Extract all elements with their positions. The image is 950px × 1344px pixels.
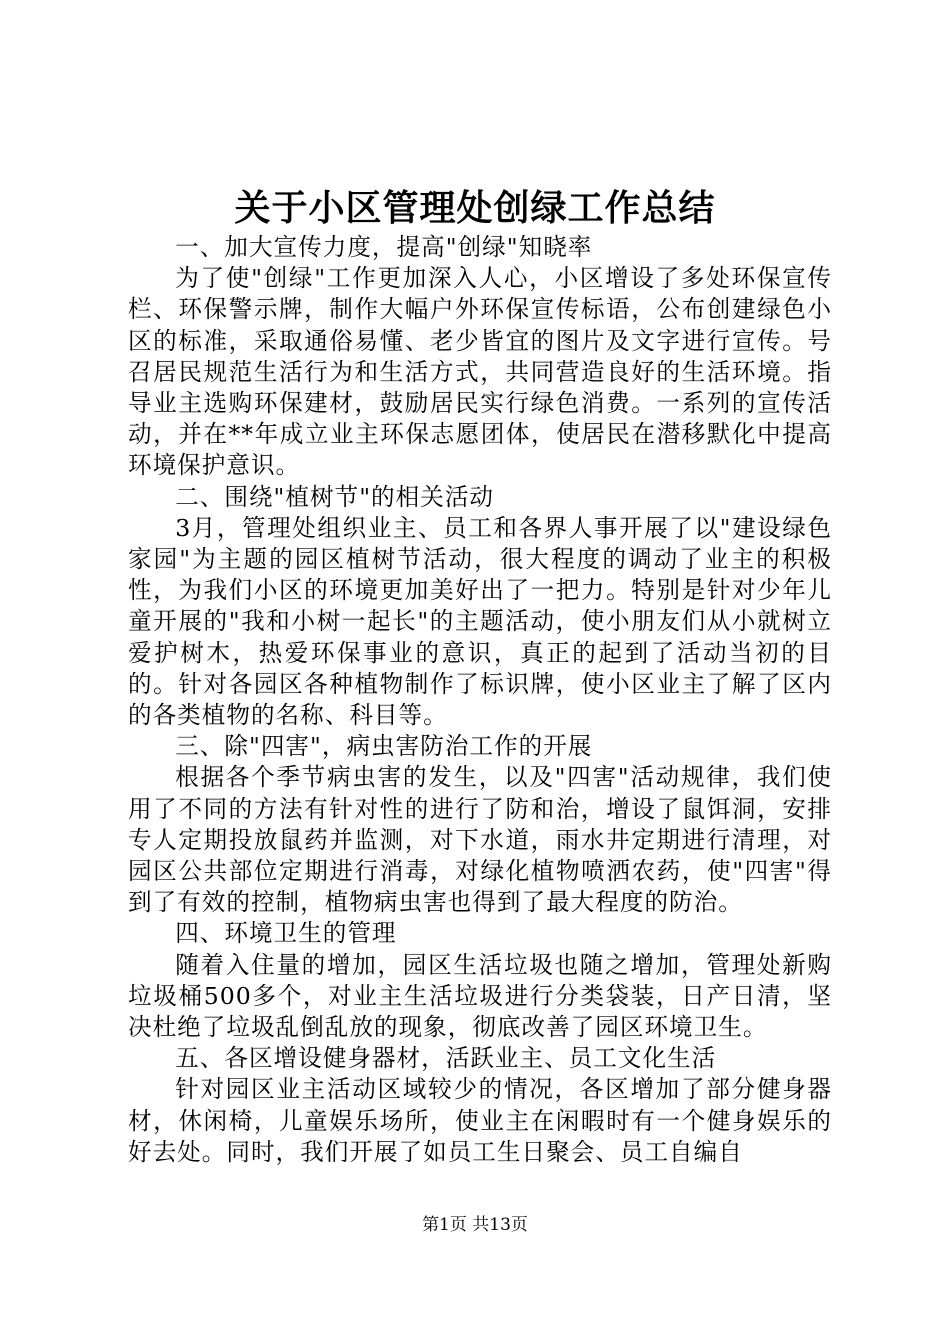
paragraph-5: 针对园区业主活动区域较少的情况，各区增加了部分健身器材，休闲椅，儿童娱乐场所，使业主在闲暇时有一个健身娱乐的好去处。同时，我们开展了如员工生日聚会、员工自编自 bbox=[128, 1075, 832, 1166]
section-heading-1: 一、加大宣传力度，提高"创绿"知晓率 bbox=[175, 233, 593, 261]
paragraph-3: 根据各个季节病虫害的发生，以及"四害"活动规律，我们使用了不同的方法有针对性的进行了防和治，增设了鼠饵洞，安排专人定期投放鼠药并监测，对下水道，雨水井定期进行清理，对园区公共部位定期进行消毒，对绿化植物喷洒农药，使"四害"得到了有效的控制，植物病虫害也得到了最大程度的防治。 bbox=[128, 763, 832, 917]
paragraph-1: 为了使"创绿"工作更加深入人心，小区增设了多处环保宣传栏、环保警示牌，制作大幅户外环保宣传标语，公布创建绿色小区的标准，采取通俗易懂、老少皆宜的图片及文字进行宣传。号召居民规范生活行为和生活方式，共同营造良好的生活环境。指导业主选购环保建材，鼓励居民实行绿色消费。一系列的宣传活动，并在**年成立业主环保志愿团体，使居民在潜移默化中提高环境保护意识。 bbox=[128, 264, 832, 480]
paragraph-2: 3月，管理处组织业主、员工和各界人事开展了以"建设绿色家园"为主题的园区植树节活动，很大程度的调动了业主的积极性，为我们小区的环境更加美好出了一把力。特别是针对少年儿童开展的"我和小树一起长"的主题活动，使小朋友们从小就树立爱护树木，热爱环保事业的意识，真正的起到了活动当初的目的。针对各园区各种植物制作了标识牌，使小区业主了解了区内的各类植物的名称、科目等。 bbox=[128, 513, 832, 730]
section-heading-3: 三、除"四害"，病虫害防治工作的开展 bbox=[175, 732, 593, 761]
page-footer: 第1页 共13页 bbox=[422, 1215, 528, 1235]
section-heading-2: 二、围绕"植树节"的相关活动 bbox=[175, 482, 495, 511]
paragraph-4: 随着入住量的增加，园区生活垃圾也随之增加，管理处新购垃圾桶500多个，对业主生活垃圾进行分类袋装，日产日清，坚决杜绝了垃圾乱倒乱放的现象，彻底改善了园区环境卫生。 bbox=[128, 950, 832, 1042]
document-body bbox=[128, 232, 832, 1168]
document-title: 关于小区管理处创绿工作总结 bbox=[234, 187, 716, 229]
section-heading-5: 五、各区增设健身器材，活跃业主、员工文化生活 bbox=[175, 1044, 717, 1073]
section-heading-4: 四、环境卫生的管理 bbox=[175, 919, 397, 948]
